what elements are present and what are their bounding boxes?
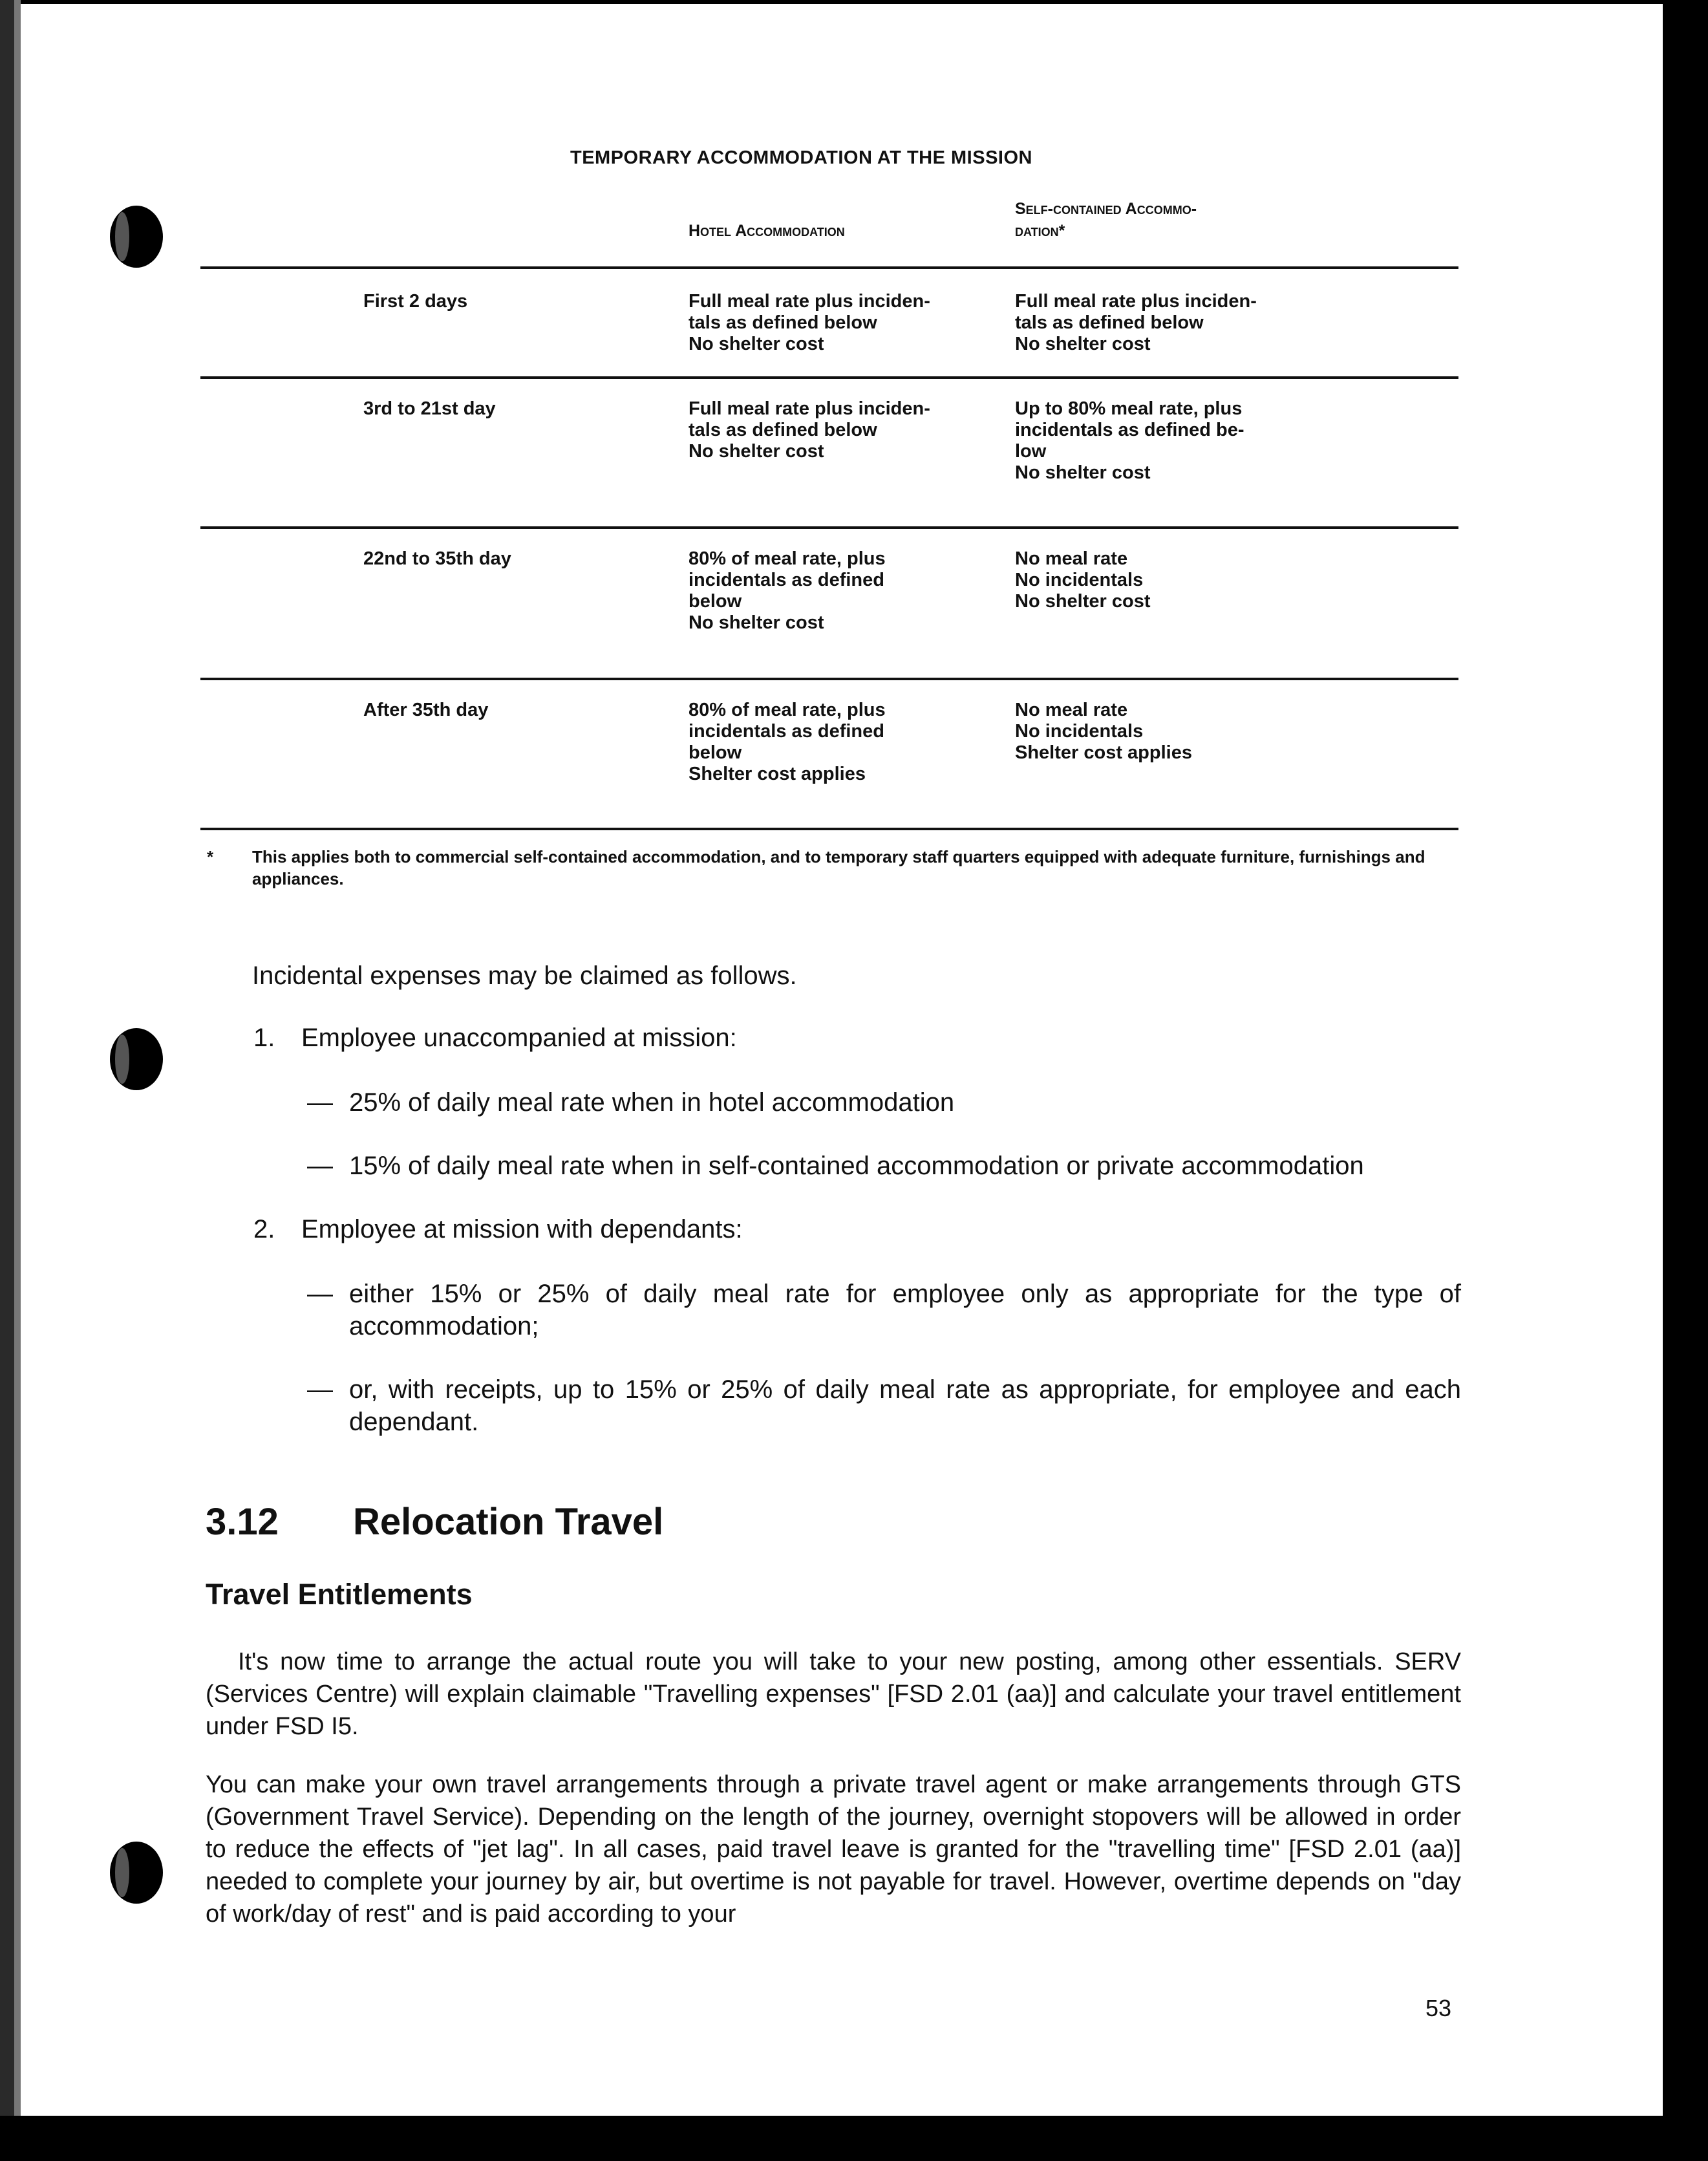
column-header-self-line2: dation*: [1015, 222, 1065, 240]
table-rule: [200, 376, 1458, 379]
footnote-text: This applies both to commercial self-contained accommodation, and to temporary staff quarters equipped with adequate furniture, furnishings and appliances.: [252, 847, 1425, 888]
row-hotel-cell: Full meal rate plus inciden- tals as defined below No shelter cost: [689, 398, 930, 462]
paragraph: It's now time to arrange the actual route you will take to your new posting, among other essentials. SERV (Services Centre) will explain claimable "Travelling expenses" [FSD 2.01 (aa)] and calculate your travel entitlement under FSD I5.: [206, 1648, 1461, 1740]
dash-bullet: —: [307, 1375, 333, 1404]
row-self-cell: No meal rate No incidentals Shelter cost applies: [1015, 700, 1192, 763]
column-header-self-contained: [1015, 198, 1197, 242]
incidentals-intro: Incidental expenses may be claimed as follows.: [252, 962, 797, 990]
column-header-self-line1: Self-contained Accommo-: [1015, 200, 1197, 218]
row-self-cell: Full meal rate plus inciden- tals as defined below No shelter cost: [1015, 291, 1257, 354]
scan-edge-bottom: [0, 2116, 1708, 2161]
bullet-text: 25% of daily meal rate when in hotel accommodation: [349, 1088, 955, 1117]
table-rule: [200, 526, 1458, 529]
scan-edge-left: [0, 0, 14, 2161]
paragraph: You can make your own travel arrangements through a private travel agent or make arrangements through GTS (Government Travel Service). Depending on the length of the journey, overnight stopovers will be allowed in order to reduce the effects of "jet lag". In all cases, paid travel leave is granted for the "travelling time" [FSD 2.01 (aa)] needed to complete your journey by air, but overtime is not payable for travel. However, overtime depends on "day of work/day of rest" and is paid according to your: [206, 1771, 1461, 1928]
punch-hole-top: [110, 206, 163, 268]
punch-hole-bottom: [110, 1842, 163, 1904]
row-period: 3rd to 21st day: [363, 398, 496, 419]
page-number: 53: [1425, 1995, 1452, 2021]
table-title: TEMPORARY ACCOMMODATION AT THE MISSION: [570, 147, 1032, 168]
row-self-cell: Up to 80% meal rate, plus incidentals as defined be- low No shelter cost: [1015, 398, 1244, 483]
row-period: First 2 days: [363, 291, 468, 312]
bullet-text: either 15% or 25% of daily meal rate for employee only as appropriate for the type of accommodation;: [349, 1280, 1461, 1340]
section-number: 3.12: [206, 1501, 279, 1543]
row-hotel-cell: 80% of meal rate, plus incidentals as defined below Shelter cost applies: [689, 700, 886, 784]
row-self-cell: No meal rate No incidentals No shelter cost: [1015, 548, 1151, 612]
row-period: After 35th day: [363, 700, 489, 720]
footnote-mark: *: [207, 847, 214, 866]
section-title: Relocation Travel: [353, 1501, 664, 1543]
list-number: 1.: [253, 1024, 275, 1052]
table-rule: [200, 678, 1458, 680]
list-item-text: Employee unaccompanied at mission:: [301, 1024, 737, 1052]
dash-bullet: —: [307, 1152, 333, 1180]
scan-edge-top: [0, 0, 1708, 4]
subheading-travel-entitlements: Travel Entitlements: [206, 1578, 473, 1611]
bullet-text: 15% of daily meal rate when in self-contained accommodation or private accommodation: [349, 1152, 1364, 1180]
table-rule: [200, 828, 1458, 830]
punch-hole-middle: [110, 1028, 163, 1090]
dash-bullet: —: [307, 1088, 333, 1117]
row-hotel-cell: 80% of meal rate, plus incidentals as defined below No shelter cost: [689, 548, 886, 633]
bullet-text: or, with receipts, up to 15% or 25% of daily meal rate as appropriate, for employee and each dependant.: [349, 1375, 1461, 1436]
list-number: 2.: [253, 1215, 275, 1243]
scan-edge-left-shadow: [14, 0, 21, 2161]
scan-edge-right: [1663, 0, 1708, 2161]
row-hotel-cell: Full meal rate plus inciden- tals as defined below No shelter cost: [689, 291, 930, 354]
column-header-hotel: Hotel Accommodation: [689, 222, 845, 240]
dash-bullet: —: [307, 1280, 333, 1308]
row-period: 22nd to 35th day: [363, 548, 511, 569]
table-rule: [200, 266, 1458, 269]
list-item-text: Employee at mission with dependants:: [301, 1215, 743, 1243]
